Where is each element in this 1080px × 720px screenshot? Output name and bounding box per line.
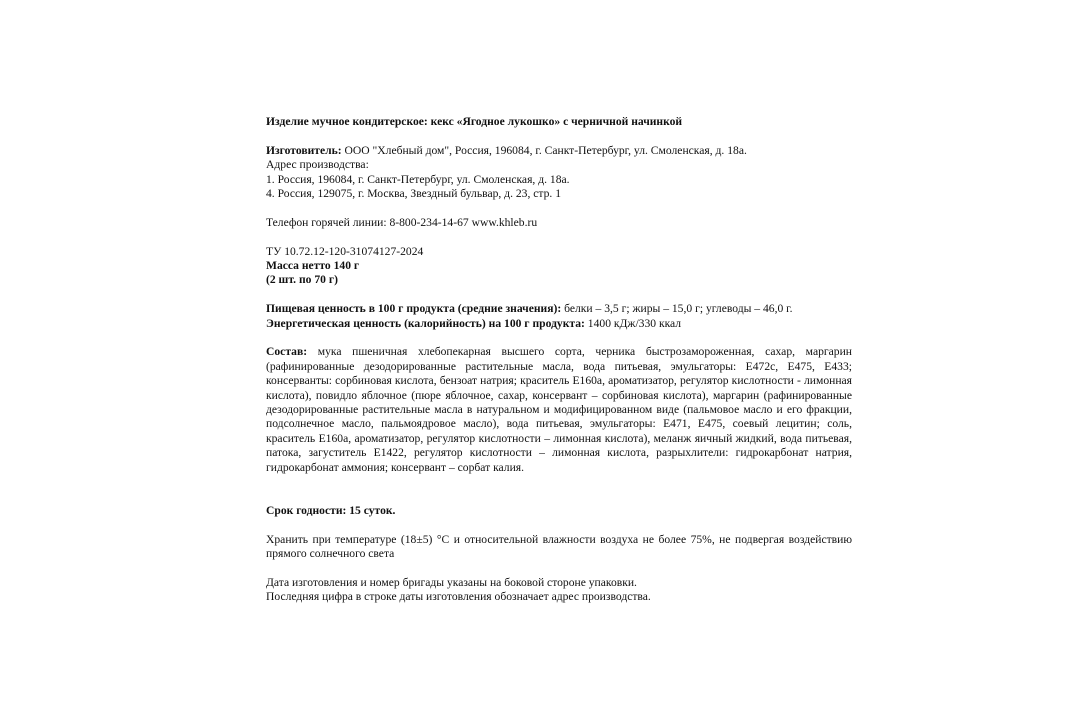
manufacturer-block	[266, 144, 852, 202]
storage-conditions: Хранить при температуре (18±5) °С и относительной влажности воздуха не более 75%, не подвергая воздействию прямого солнечного света	[266, 532, 852, 561]
product-title: Изделие мучное кондитерское: кекс «Ягодное лукошко» с черничной начинкой	[266, 115, 683, 128]
footer-line-2: Последняя цифра в строке даты изготовления обозначает адрес производства.	[266, 590, 651, 604]
production-address-1: 1. Россия, 196084, г. Санкт-Петербург, ул. Смоленская, д. 18а.	[266, 172, 570, 186]
manufacturer-label: Изготовитель:	[266, 143, 342, 157]
footer-notes	[266, 576, 852, 605]
production-address-label: Адрес производства:	[266, 158, 369, 172]
nutrition-line	[266, 302, 852, 316]
energy-value: 1400 кДж/330 ккал	[584, 316, 682, 330]
nutrition-block	[266, 302, 852, 331]
net-mass: Масса нетто 140 г	[266, 259, 360, 273]
label-document	[266, 115, 852, 605]
footer-line-1: Дата изготовления и номер бригады указаны на боковой стороне упаковки.	[266, 575, 637, 589]
composition-text: мука пшеничная хлебопекарная высшего сорта, черника быстрозамороженная, сахар, маргарин (рафинированные дезодорированные растительные масла, вода питьевая, эмульгаторы: Е472с, Е475, Е433; консерванты: сорбиновая кислота, бензоат натрия; краситель Е160а, ароматизатор, регулятор кислотности - лимонная кислота), повидло яблочное (пюре яблочное, сахар, консервант – сорбиновая кислота), маргарин (рафинированные дезодорированные растительные масла в натуральном и модифицированном виде (пальмовое масло и его фракции, подсолнечное масло, пальмоядровое масло), вода питьевая, эмульгаторы: Е471, Е475, соевый лецитин; соль, краситель Е160а, ароматизатор, регулятор кислотности – лимонная кислота), меланж яичный жидкий, вода питьевая, патока, загуститель Е1422, регулятор кислотности – лимонная кислота, разрыхлители: гидрокарбонат натрия, гидрокарбонат аммония; консервант – сорбат калия.	[266, 345, 852, 474]
shelf-life: Срок годности: 15 суток.	[266, 503, 396, 517]
pieces: (2 шт. по 70 г)	[266, 273, 338, 287]
manufacturer-value: ООО "Хлебный дом", Россия, 196084, г. Санкт-Петербург, ул. Смоленская, д. 18а.	[344, 143, 747, 157]
tu-code: ТУ 10.72.12-120-31074127-2024	[266, 244, 424, 258]
production-address-4: 4. Россия, 129075, г. Москва, Звездный бульвар, д. 23, стр. 1	[266, 187, 562, 201]
nutrition-value: белки – 3,5 г; жиры – 15,0 г; углеводы – 46,0 г.	[561, 302, 793, 316]
spec-block	[266, 245, 852, 288]
nutrition-label: Пищевая ценность в 100 г продукта (средние значения):	[266, 302, 562, 316]
composition	[266, 345, 852, 475]
energy-label: Энергетическая ценность (калорийность) на 100 г продукта:	[266, 316, 585, 330]
composition-label: Состав:	[266, 345, 308, 359]
hotline: Телефон горячей линии: 8-800-234-14-67 www.khleb.ru	[266, 215, 538, 229]
manufacturer-line	[266, 144, 852, 158]
energy-line	[266, 317, 852, 331]
